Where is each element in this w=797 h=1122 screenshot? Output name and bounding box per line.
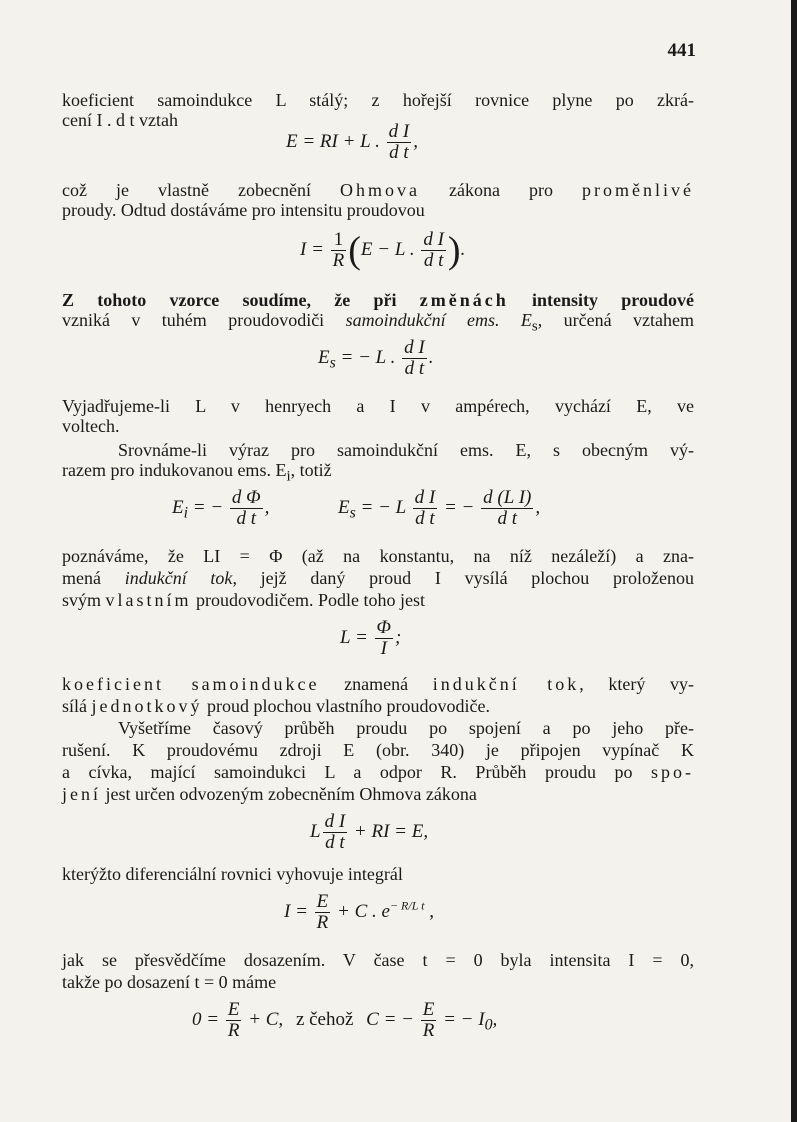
numerator: E [316, 891, 329, 912]
numerator: E [422, 999, 435, 1020]
eq-part: . [460, 238, 466, 260]
eq-subscript: 0 [484, 1016, 493, 1034]
equation-current [300, 230, 465, 271]
eq-part: + RI = E, [349, 820, 429, 842]
eq-subscript: s [329, 354, 336, 372]
text-line [62, 674, 694, 694]
text-line [62, 290, 694, 310]
text-span: svým [62, 590, 106, 610]
denominator: d t [236, 508, 257, 529]
text-span: proměnlivé [582, 180, 694, 200]
text-span: , který vy- [579, 674, 694, 694]
fraction [481, 488, 533, 529]
eq-part: ; [395, 626, 402, 648]
eq-part: C = − [366, 1008, 414, 1030]
eq-part: + C, [243, 1008, 284, 1030]
eq-part: . [428, 346, 434, 368]
fraction [387, 122, 412, 163]
text-line: poznáváme, že LI = Φ (až na konstantu, na níž nezáleží) a zna- [62, 546, 694, 566]
eq-part: = − L [355, 496, 406, 518]
fraction [421, 230, 446, 271]
equation-initial-condition [192, 1000, 497, 1041]
text-line: Vyjadřujeme-li L v henryech a I v ampérech, vychází E, ve [62, 396, 694, 416]
fraction [331, 230, 347, 271]
text-line [62, 784, 694, 804]
eq-part: E [318, 346, 330, 368]
text-span: jednotkový [91, 696, 203, 716]
book-page [62, 0, 694, 1122]
text-span: jest určen odvozeným zobecněním Ohmova zákona [101, 784, 477, 804]
text-line [62, 180, 694, 200]
text-span: proud plochou vlastního proudovodiče. [202, 696, 490, 716]
eq-part: E [172, 496, 184, 518]
text-span: což je vlastně zobecnění [62, 180, 340, 200]
equation-ohm-generalized [286, 122, 418, 163]
text-line: proudy. Odtud dostáváme pro intensitu proudovou [62, 200, 425, 220]
numerator: d I [324, 811, 346, 832]
numerator: E [227, 999, 240, 1020]
numerator: d I [404, 337, 425, 358]
page-edge [791, 0, 797, 1122]
text-line: kterýžto diferenciální rovnici vyhovuje integrál [62, 864, 403, 884]
text-span: Ohmova [339, 180, 420, 200]
text-span: , určená vztahem [537, 310, 694, 330]
text-span: mená [62, 568, 125, 588]
equation-self-emf-flux [338, 488, 540, 529]
text-line: voltech. [62, 416, 120, 436]
text-line [62, 762, 694, 782]
numerator: d I [388, 121, 410, 142]
denominator: R [227, 1020, 240, 1041]
text-line: cení I . d t vztah [62, 110, 178, 130]
eq-subscript: i [183, 504, 189, 522]
denominator: d t [415, 508, 435, 529]
text-span: s [531, 318, 538, 335]
equation-induced-emf [172, 488, 269, 529]
eq-part: = − I [438, 1008, 485, 1030]
eq-part: I = [284, 900, 308, 922]
text-line [62, 696, 694, 716]
text-span: vlastním [105, 590, 192, 610]
text-line [62, 460, 694, 487]
numerator: d I [414, 487, 436, 508]
numerator: d (L I) [483, 487, 532, 508]
text-line [62, 568, 694, 588]
text-span: , jejž daný proud I vysílá plochou proloženou [232, 568, 694, 588]
eq-part: = − [439, 496, 475, 518]
eq-exponent: − R/L t [389, 898, 425, 913]
text-span: sílá [62, 696, 92, 716]
text-line [62, 590, 694, 610]
fraction [323, 812, 348, 853]
text-span: spo- [651, 762, 694, 782]
eq-text: z čehož [295, 1008, 354, 1030]
text-span: koeficient samoindukce [62, 674, 320, 694]
text-line: koeficient samoindukce L stálý; z hořejší rovnice plyne po zkrá- [62, 90, 694, 110]
text-span: a cívka, mající samoindukci L a odpor R. Průběh proudu po [62, 762, 651, 782]
fraction [375, 618, 393, 659]
eq-part: + C . e [332, 900, 390, 922]
eq-part: L [310, 820, 321, 842]
text-span: proudovodičem. Podle toho jest [191, 590, 425, 610]
text-span: , totiž [290, 460, 332, 480]
eq-part: , [413, 130, 418, 152]
equation-self-induction-emf [318, 338, 433, 379]
equation-ohm-differential [310, 812, 428, 853]
eq-part: E − L . [360, 238, 415, 260]
numerator: d Φ [231, 487, 261, 508]
eq-part: = − [188, 496, 224, 518]
denominator: R [332, 250, 345, 271]
eq-part: , [264, 496, 270, 518]
eq-part: , [492, 1008, 498, 1030]
denominator: d t [389, 142, 409, 163]
text-span: indukční tok [432, 674, 580, 694]
eq-part: L = [340, 626, 368, 648]
fraction [421, 1000, 437, 1041]
text-line [62, 310, 694, 337]
eq-part: , [424, 900, 435, 922]
eq-part: = − L . [335, 346, 396, 368]
numerator: 1 [331, 230, 347, 251]
text-span: změnách [419, 290, 509, 310]
eq-part: E [338, 496, 350, 518]
equation-inductance-flux [340, 618, 401, 659]
numerator: d I [423, 229, 444, 250]
eq-subscript: s [349, 504, 356, 522]
text-line: jak se přesvědčíme dosazením. V čase t = 0 byla intensita I = 0, [62, 950, 694, 970]
eq-part: E = RI + L . [286, 130, 380, 152]
denominator: I [380, 638, 387, 659]
text-span: razem pro indukovanou ems. E [62, 460, 287, 480]
fraction [413, 488, 438, 529]
text-span: vzniká v tuhém proudovodiči [62, 310, 346, 330]
denominator: d t [423, 250, 444, 271]
fraction [402, 338, 427, 379]
text-line: takže po dosazení t = 0 máme [62, 972, 277, 992]
denominator: R [316, 912, 329, 933]
fraction [230, 488, 263, 529]
paren: ( [348, 229, 361, 272]
numerator: Φ [376, 617, 392, 638]
text-span: znamená [319, 674, 433, 694]
denominator: d t [404, 358, 425, 379]
text-span: samoindukční ems. E [345, 310, 532, 330]
text-line: rušení. K proudovému zdroji E (obr. 340) je připojen vypínač K [62, 740, 694, 760]
text-span: zákona pro [419, 180, 582, 200]
fraction [226, 1000, 242, 1041]
text-span: jení [62, 784, 101, 804]
paren: ) [447, 229, 461, 272]
equation-integral [284, 892, 434, 933]
text-span: i [286, 468, 291, 485]
text-span: intensity proudové [508, 290, 694, 310]
denominator: d t [325, 832, 345, 853]
text-line: Vyšetříme časový průběh proudu po spojení a po jeho pře- [118, 718, 694, 738]
text-span: Z tohoto vzorce soudíme, že při [62, 290, 420, 310]
eq-part: I = [300, 238, 324, 260]
eq-part: 0 = [192, 1008, 220, 1030]
denominator: d t [497, 508, 518, 529]
text-span: indukční tok [124, 568, 233, 588]
fraction [315, 892, 331, 933]
denominator: R [422, 1020, 435, 1041]
page-number: 441 [667, 40, 696, 61]
eq-part: , [535, 496, 541, 518]
text-line: Srovnáme-li výraz pro samoindukční ems. E, s obecným vý- [118, 440, 694, 460]
